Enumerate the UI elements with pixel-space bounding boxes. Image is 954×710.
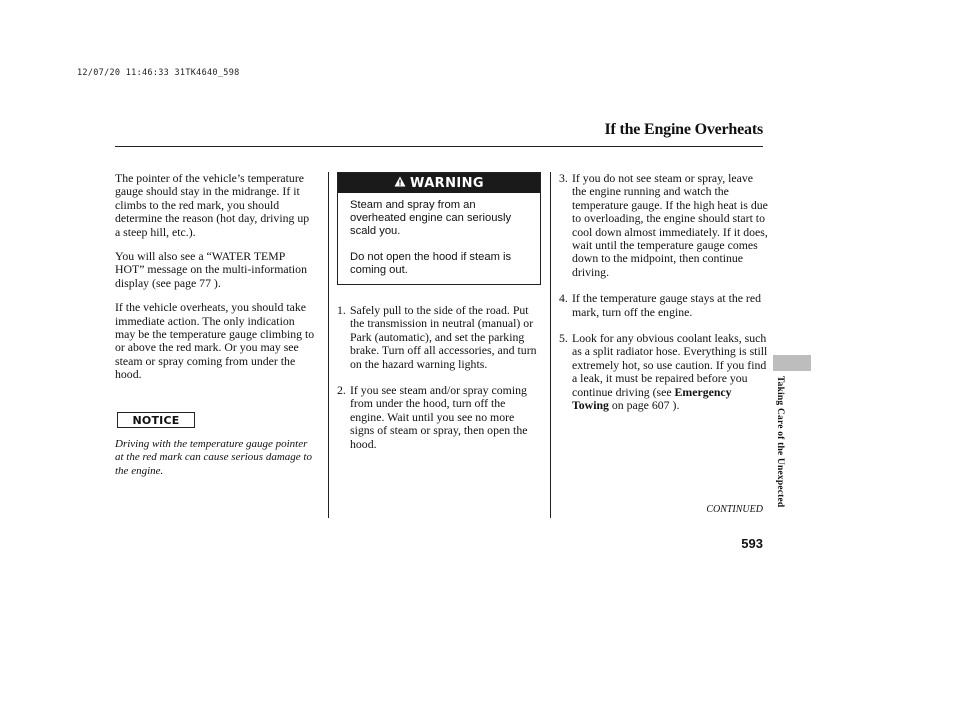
warning-label: WARNING <box>410 175 484 191</box>
step-number: 1. <box>337 303 346 317</box>
paragraph-gauge: The pointer of the vehicle’s temperature gauge should stay in the midrange. If it climbs to the red mark, you should determine the reason (hot day, driving up a steep hill, etc.). <box>115 171 310 239</box>
emergency-towing-reference: Emergency Towing <box>572 384 732 413</box>
notice-badge <box>117 412 195 428</box>
list-item <box>337 304 541 371</box>
column-1 <box>115 172 315 393</box>
list-item <box>559 332 768 412</box>
paragraph-water-temp: You will also see a “WATER TEMP HOT” message on the multi-information display (see page 77 ). <box>115 249 307 290</box>
title-rule <box>115 146 763 147</box>
warning-line-hood: Do not open the hood if steam is coming out. <box>350 251 512 276</box>
column-divider-1 <box>328 172 329 518</box>
section-tab <box>773 355 811 371</box>
paragraph-overheat: If the vehicle overheats, you should take immediate action. The only indication may be the temperature gauge climbing to or above the red mark. Or you may see steam or spray coming from under the hood. <box>115 300 315 382</box>
alert-triangle-icon <box>394 174 406 192</box>
notice-label: NOTICE <box>132 413 180 427</box>
warning-body <box>338 193 540 296</box>
step-text: If the temperature gauge stays at the red mark, turn off the engine. <box>572 291 761 319</box>
steps-list-1 <box>337 304 541 451</box>
page-number: 593 <box>741 536 763 551</box>
column-2 <box>337 304 541 464</box>
section-side-label: Taking Care of the Unexpected <box>775 376 785 508</box>
list-item <box>337 384 541 451</box>
step-text <box>572 332 768 412</box>
warning-line-scald: Steam and spray from an overheated engine can seriously scald you. <box>350 199 512 237</box>
step-text: Safely pull to the side of the road. Put the transmission in neutral (manual) or Park (automatic), and set the parking brake. Turn off all accessories, and turn on the hazard warning lights. <box>350 303 537 371</box>
step-text-pre: Look for any obvious coolant leaks, such as a split radiator hose. Everything is still extremely hot, so use caution. If you find a leak, it must be repaired before you continue driving (see <box>572 331 768 399</box>
notice-text: Driving with the temperature gauge pointer at the red mark can cause serious damage to the engine. <box>115 438 312 477</box>
warning-box <box>337 172 541 285</box>
step-number: 5. <box>559 331 568 346</box>
column-3 <box>559 172 768 426</box>
page-title: If the Engine Overheats <box>604 121 763 138</box>
step-text-post: on page 607 ). <box>611 398 680 413</box>
step-number: 4. <box>559 291 568 306</box>
step-number: 3. <box>559 171 568 185</box>
list-item <box>559 292 768 319</box>
list-item <box>559 172 768 279</box>
steps-list-2 <box>559 172 768 413</box>
continued-label: CONTINUED <box>706 504 763 515</box>
warning-header <box>338 173 540 193</box>
step-text: If you do not see steam or spray, leave the engine running and watch the temperature gauge. If the high heat is due to overloading, the engine should start to cool down almost immediately. If it does, wait until the temperature gauge comes down to the midpoint, then continue driving. <box>572 171 768 279</box>
print-stamp: 12/07/20 11:46:33 31TK4640_598 <box>77 68 240 78</box>
step-number: 2. <box>337 383 346 398</box>
step-text: If you see steam and/or spray coming from under the hood, turn off the engine. Wait until you see no more signs of steam or spray, then open the hood. <box>350 383 528 451</box>
column-divider-2 <box>550 172 551 518</box>
